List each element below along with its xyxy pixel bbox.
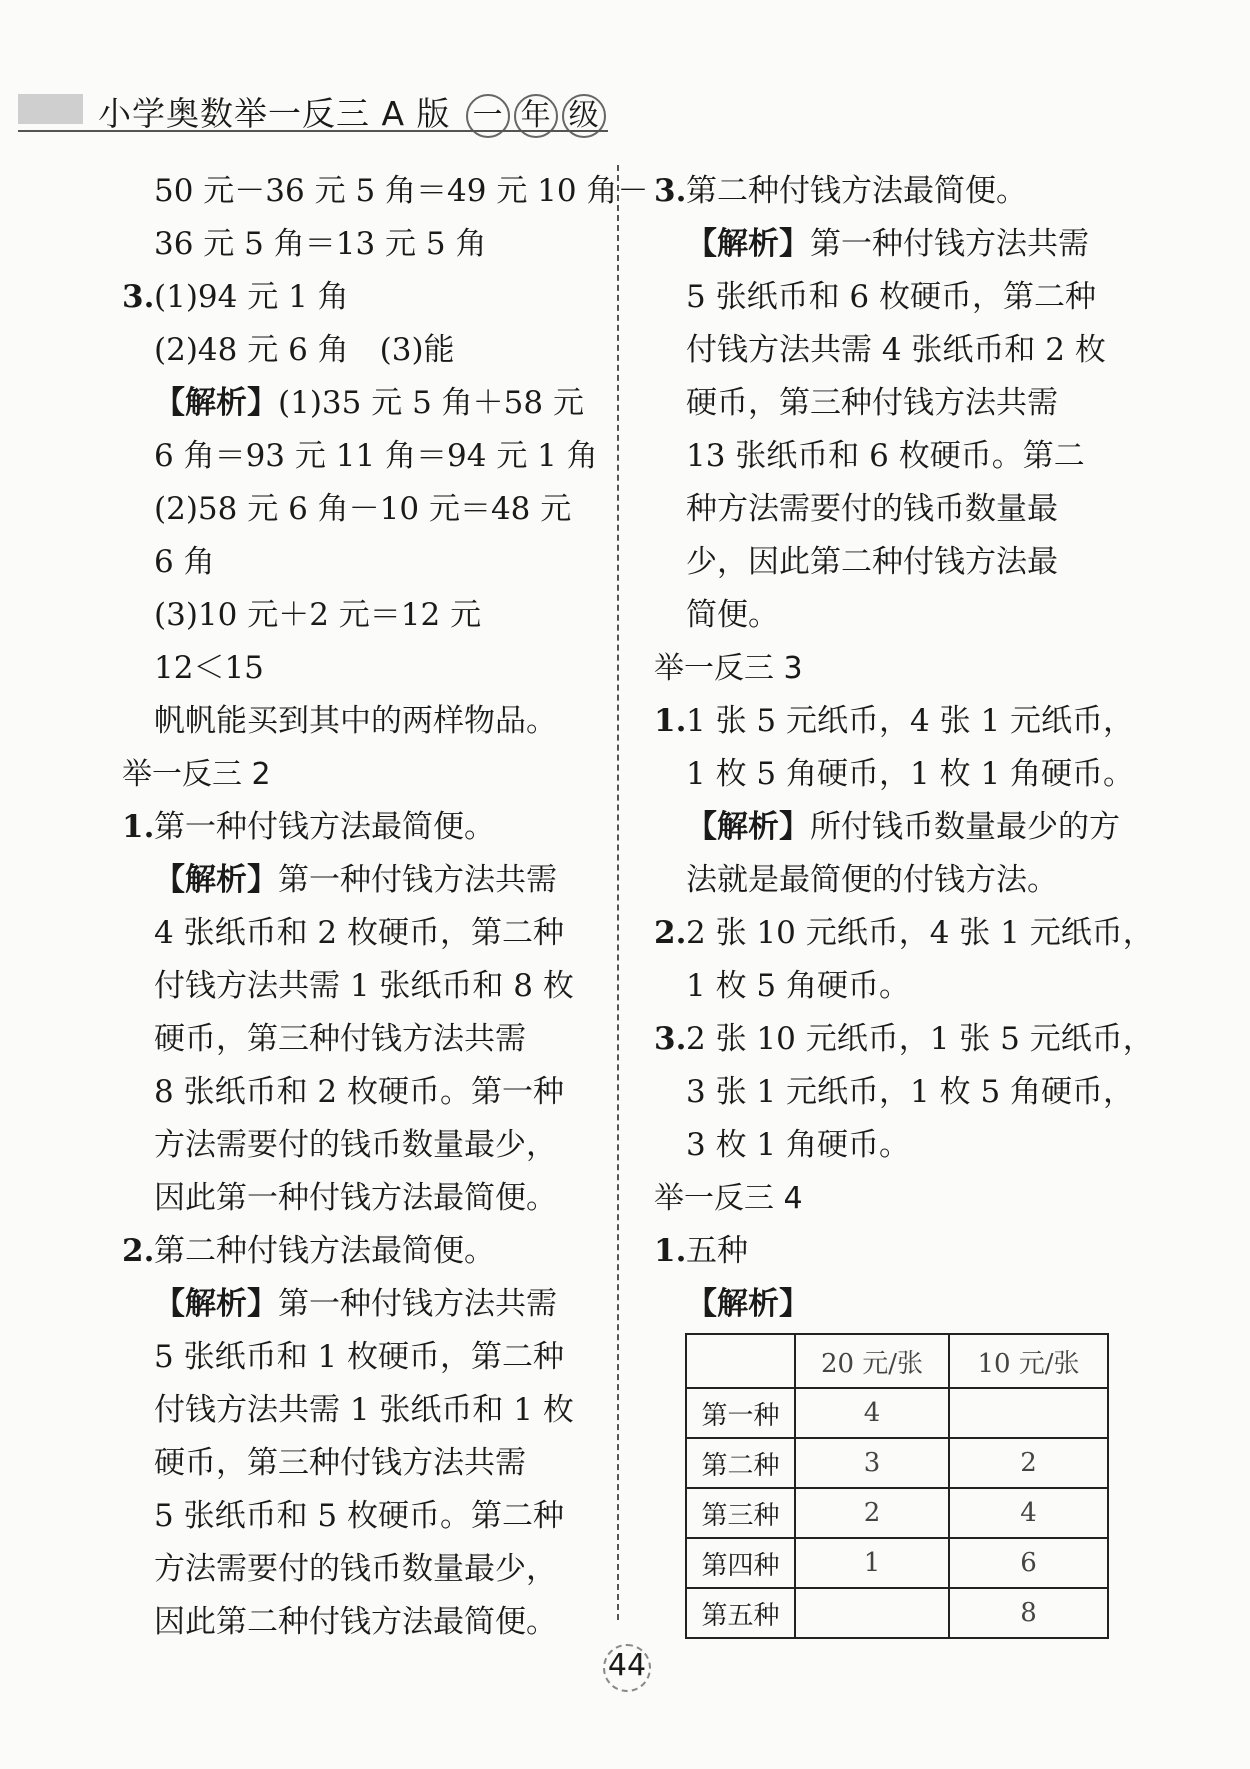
text-line: (2)58 元 6 角－10 元＝48 元 xyxy=(154,491,572,527)
text-line: 法就是最简便的付钱方法。 xyxy=(686,862,1058,898)
text-line: 硬币，第三种付钱方法共需 xyxy=(154,1021,526,1057)
explanation-line xyxy=(122,1278,592,1331)
left-column xyxy=(122,165,649,1649)
text-line: 6 角＝93 元 11 角＝94 元 1 角 xyxy=(154,438,598,474)
text-line: (2)48 元 6 角 (3)能 xyxy=(154,332,455,368)
table-cell: 4 xyxy=(949,1488,1108,1538)
text-line: 5 张纸币和 5 枚硬币。第二种 xyxy=(154,1498,565,1534)
page-number: 44 xyxy=(599,1640,655,1692)
answer-item xyxy=(654,1225,1124,1278)
table-cell xyxy=(949,1388,1108,1438)
answer-text: 五种 xyxy=(686,1233,748,1269)
text-line: 5 张纸币和 1 枚硬币，第二种 xyxy=(154,1339,565,1375)
explanation-tag: 【解析】 xyxy=(686,809,810,845)
table-row xyxy=(686,1438,1108,1488)
explanation-line xyxy=(654,1278,1124,1331)
item-number: 1. xyxy=(654,703,687,739)
table-row xyxy=(686,1488,1108,1538)
explanation-line xyxy=(122,377,592,430)
item-number: 3. xyxy=(654,173,687,209)
text-line: 方法需要付的钱币数量最少， xyxy=(154,1551,557,1587)
table-header-cell: 10 元/张 xyxy=(949,1334,1108,1388)
table-row xyxy=(686,1588,1108,1638)
answer-item xyxy=(122,1225,592,1278)
item-number: 3. xyxy=(122,279,155,315)
answer-text: 第二种付钱方法最简便。 xyxy=(154,1233,495,1269)
text-line: 13 张纸币和 6 枚硬币。第二 xyxy=(686,438,1085,474)
table-header-cell xyxy=(686,1334,795,1388)
table-cell: 8 xyxy=(949,1588,1108,1638)
text-line: 4 张纸币和 2 枚硬币，第二种 xyxy=(154,915,565,951)
answer-text: 2 张 10 元纸币，1 张 5 元纸币， xyxy=(686,1021,1154,1057)
answer-text: 1 张 5 元纸币，4 张 1 元纸币， xyxy=(686,703,1135,739)
table-cell: 第一种 xyxy=(686,1388,795,1438)
column-divider xyxy=(617,165,619,1620)
book-title-text: 小学奥数举一反三 A 版 xyxy=(98,94,451,133)
text-line: 方法需要付的钱币数量最少， xyxy=(154,1127,557,1163)
table-cell: 6 xyxy=(949,1538,1108,1588)
item-number: 1. xyxy=(654,1233,687,1269)
answer-text: 第一种付钱方法最简便。 xyxy=(154,809,495,845)
table-cell: 1 xyxy=(795,1538,949,1588)
section-title: 举一反三 3 xyxy=(654,651,803,686)
table-cell: 第三种 xyxy=(686,1488,795,1538)
grade-char: 一 xyxy=(466,94,510,138)
explanation-text: 第一种付钱方法共需 xyxy=(278,862,557,898)
section-title: 举一反三 4 xyxy=(654,1181,803,1216)
text-line: 付钱方法共需 4 张纸币和 2 枚 xyxy=(686,332,1106,368)
table-header-row xyxy=(686,1334,1108,1388)
text-line: 少，因此第二种付钱方法最 xyxy=(686,544,1058,580)
table-header-cell: 20 元/张 xyxy=(795,1334,949,1388)
text-line: 1 枚 5 角硬币。 xyxy=(686,968,911,1004)
text-line: 8 张纸币和 2 枚硬币。第一种 xyxy=(154,1074,565,1110)
explanation-text: 所付钱币数量最少的方 xyxy=(810,809,1120,845)
item-number: 2. xyxy=(654,915,687,951)
answer-text: 2 张 10 元纸币，4 张 1 元纸币， xyxy=(686,915,1154,951)
table-cell: 第五种 xyxy=(686,1588,795,1638)
answer-item xyxy=(654,165,1124,218)
item-number: 3. xyxy=(654,1021,687,1057)
text-line: 因此第一种付钱方法最简便。 xyxy=(154,1180,557,1216)
explanation-tag: 【解析】 xyxy=(686,1286,810,1322)
answer-text: 第二种付钱方法最简便。 xyxy=(686,173,1027,209)
text-line: 5 张纸币和 6 枚硬币，第二种 xyxy=(686,279,1097,315)
text-line: 50 元－36 元 5 角＝49 元 10 角－ xyxy=(154,173,649,209)
text-line: 硬币，第三种付钱方法共需 xyxy=(686,385,1058,421)
explanation-tag: 【解析】 xyxy=(154,862,278,898)
section-title: 举一反三 2 xyxy=(122,757,271,792)
text-line: 简便。 xyxy=(686,597,779,633)
item-number: 2. xyxy=(122,1233,155,1269)
answer-item xyxy=(122,271,592,324)
page-header xyxy=(18,86,618,132)
table-cell: 2 xyxy=(949,1438,1108,1488)
explanation-text: 第一种付钱方法共需 xyxy=(810,226,1089,262)
text-line: 付钱方法共需 1 张纸币和 8 枚 xyxy=(154,968,574,1004)
right-column xyxy=(654,165,1154,1331)
explanation-tag: 【解析】 xyxy=(154,1286,278,1322)
text-line: 因此第二种付钱方法最简便。 xyxy=(154,1604,557,1640)
text-line: 硬币，第三种付钱方法共需 xyxy=(154,1445,526,1481)
explanation-tag: 【解析】 xyxy=(686,226,810,262)
answer-item xyxy=(122,801,592,854)
grade-char: 级 xyxy=(562,94,606,138)
table-row xyxy=(686,1538,1108,1588)
answer-text: (1)94 元 1 角 xyxy=(154,279,349,315)
text-line: 3 枚 1 角硬币。 xyxy=(686,1127,911,1163)
text-line: 种方法需要付的钱币数量最 xyxy=(686,491,1058,527)
text-line: 帆帆能买到其中的两样物品。 xyxy=(154,703,557,739)
explanation-line xyxy=(654,218,1124,271)
table-cell: 4 xyxy=(795,1388,949,1438)
text-line: (3)10 元＋2 元＝12 元 xyxy=(154,597,482,633)
text-line: 3 张 1 元纸币，1 枚 5 角硬币， xyxy=(686,1074,1135,1110)
answer-item xyxy=(654,695,1135,748)
table-cell: 第二种 xyxy=(686,1438,795,1488)
explanation-text: (1)35 元 5 角＋58 元 xyxy=(278,385,584,421)
table-row xyxy=(686,1388,1108,1438)
explanation-text: 第一种付钱方法共需 xyxy=(278,1286,557,1322)
table-cell xyxy=(795,1588,949,1638)
explanation-tag: 【解析】 xyxy=(154,385,278,421)
text-line: 36 元 5 角＝13 元 5 角 xyxy=(154,226,487,262)
explanation-line xyxy=(654,801,1124,854)
table-cell: 3 xyxy=(795,1438,949,1488)
grade-char: 年 xyxy=(514,94,558,138)
answer-item xyxy=(654,907,1154,960)
table-cell: 2 xyxy=(795,1488,949,1538)
explanation-line xyxy=(122,854,592,907)
header-decoration xyxy=(18,94,83,124)
text-line: 12＜15 xyxy=(154,650,264,686)
answer-table xyxy=(685,1333,1109,1639)
text-line: 1 枚 5 角硬币，1 枚 1 角硬币。 xyxy=(686,756,1135,792)
table-cell: 第四种 xyxy=(686,1538,795,1588)
text-line: 6 角 xyxy=(154,544,215,580)
header-rule xyxy=(18,130,608,132)
item-number: 1. xyxy=(122,809,155,845)
text-line: 付钱方法共需 1 张纸币和 1 枚 xyxy=(154,1392,574,1428)
answer-item xyxy=(654,1013,1154,1066)
